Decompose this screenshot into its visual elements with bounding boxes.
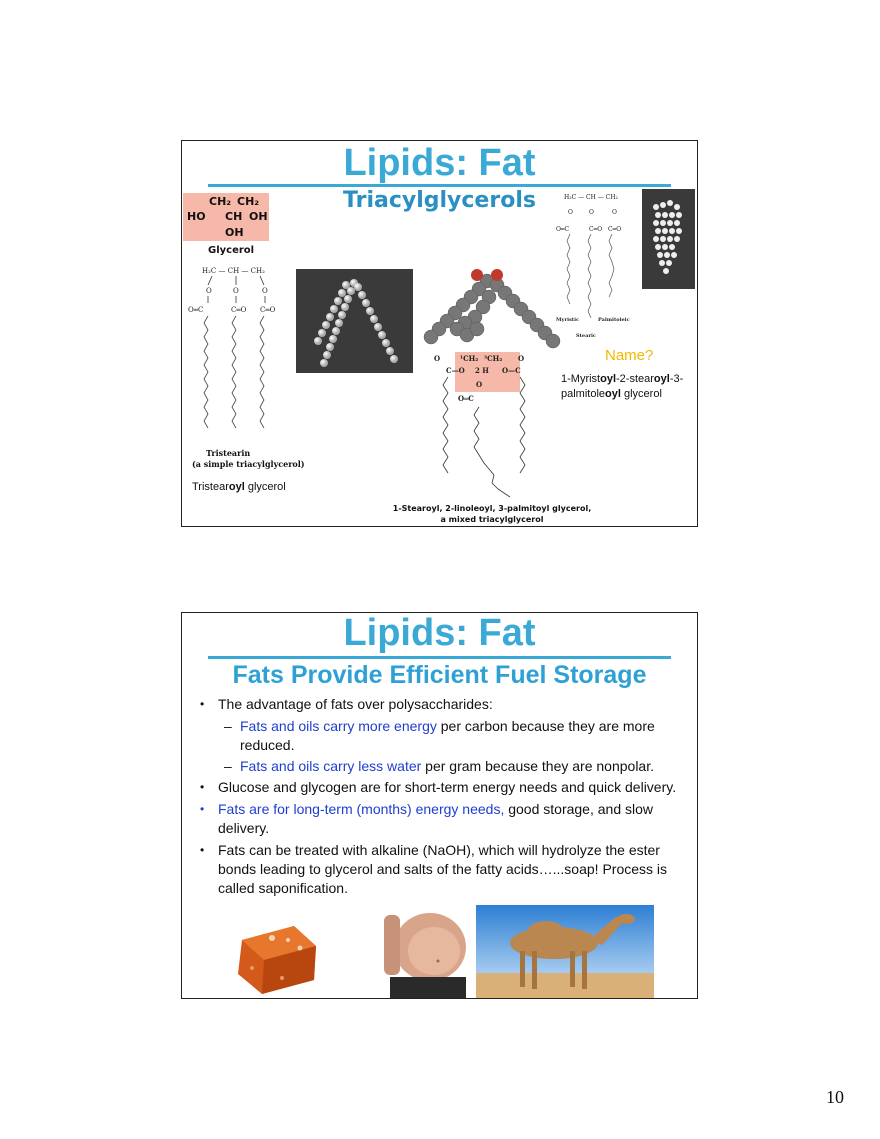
tristearin-label: Tristearin <box>206 448 251 458</box>
title-rule <box>208 656 671 659</box>
sub-bullet-text: per carbon because they are more reduced. <box>240 718 655 753</box>
svg-text:O: O <box>434 354 441 363</box>
svg-text:O: O <box>589 209 594 216</box>
sub-bullet-highlight: Fats and oils carry less water <box>240 758 422 774</box>
bullet-text: Fats can be treated with alkaline (NaOH), which will hydrolyze the ester bonds leading to glycerol and salts of the fatty acids…...soap! Process is called saponification. <box>218 842 668 896</box>
name-part-4: oyl <box>653 373 670 385</box>
tristearin-structure <box>186 261 296 441</box>
glycerol-structure <box>183 193 269 241</box>
glycerol-ch2-left: CH₂ <box>209 195 232 208</box>
svg-text:O═C: O═C <box>458 394 474 403</box>
name-part-3: -2-stear <box>616 373 654 385</box>
mixed-caption <box>392 503 592 525</box>
bullet-list <box>198 695 678 901</box>
soap-bar-image <box>232 918 322 998</box>
sub-bullet-item: – Fats and oils carry more energy per carbon because they are more reduced. <box>224 718 655 753</box>
tristearoyl-bold: oyl <box>228 481 245 493</box>
svg-text:O: O <box>262 287 268 295</box>
tristearin-space-filling-photo <box>296 269 413 373</box>
slide-subtitle: Fats Provide Efficient Fuel Storage <box>232 661 647 689</box>
bullet-text: Glucose and glycogen are for short-term energy needs and quick delivery. <box>218 779 677 795</box>
name-question: Name? <box>605 347 654 364</box>
svg-text:O: O <box>612 209 617 216</box>
page-number: 10 <box>826 1087 844 1107</box>
belly-image <box>380 905 471 998</box>
glycerol-ch2-right: CH₂ <box>237 195 260 208</box>
svg-text:C═O: C═O <box>260 306 276 314</box>
sub-bullet-highlight: Fats and oils carry more energy <box>240 718 437 734</box>
slide-subtitle: Triacylglycerols <box>343 188 536 213</box>
title-rule <box>208 184 671 187</box>
bullet-item: • Glucose and glycogen are for short-term energy needs and quick delivery. <box>200 779 677 795</box>
name-part-1: 1-Myrist <box>561 373 601 385</box>
slide-triacylglycerols <box>181 140 698 527</box>
slide-fuel-storage <box>181 612 698 999</box>
bullet-item: • Fats are for long-term (months) energy needs, good storage, and slow delivery. <box>200 801 653 836</box>
label-stearic: Stearic <box>576 333 596 339</box>
mixed-caption-line2: a mixed triacylglycerol <box>440 515 544 524</box>
name-answer <box>561 372 691 402</box>
label-palmitoleic: Palmitoleic <box>598 317 630 323</box>
name-part-8: glycerol <box>620 388 662 400</box>
slide-title: Lipids: Fat <box>343 142 536 184</box>
tristearin-sublabel: (a simple triacylglycerol) <box>192 459 305 469</box>
glycerol-ho: HO <box>187 210 206 223</box>
svg-text:O: O <box>206 287 212 295</box>
name-part-5: -3- <box>669 373 684 385</box>
svg-text:O: O <box>233 287 239 295</box>
mixed-caption-line1: 1-Stearoyl, 2-linoleoyl, 3-palmitoyl glycerol, <box>392 504 592 513</box>
name-part-7: oyl <box>605 388 621 400</box>
c3-label: ³CH₂ <box>484 354 503 363</box>
svg-text:H₂C — CH — CH₂: H₂C — CH — CH₂ <box>564 194 618 201</box>
svg-text:O: O <box>476 380 483 389</box>
bullet-text: The advantage of fats over polysaccharides: <box>218 696 493 712</box>
mixed-triacylglycerol-structure <box>422 349 552 509</box>
name-part-2: oyl <box>600 373 617 385</box>
mixed-space-filling-photo <box>642 189 695 289</box>
svg-text:O: O <box>568 209 573 216</box>
svg-text:O═C: O═C <box>188 306 204 314</box>
c2-label: 2 H <box>475 366 489 375</box>
svg-text:H₂C — CH — CH₂: H₂C — CH — CH₂ <box>202 267 265 275</box>
glycerol-oh-right: OH <box>249 210 268 223</box>
svg-text:O: O <box>518 354 525 363</box>
svg-text:C═O: C═O <box>589 226 603 233</box>
svg-text:O═C: O═C <box>556 226 570 233</box>
glycerol-label: Glycerol <box>208 245 255 256</box>
name-part-6: palmitole <box>561 388 606 400</box>
sub-bullet-item: – Fats and oils carry less water per gram because they are nonpolar. <box>224 758 654 774</box>
svg-text:C═O: C═O <box>231 306 247 314</box>
bullet-item: • The advantage of fats over polysaccharides: <box>200 696 493 712</box>
myristoyl-stearoyl-palmitoleoyl-structure <box>534 189 646 341</box>
tristearoyl-pre: Tristear <box>192 481 229 493</box>
label-myristic: Myristic <box>556 317 580 323</box>
sub-bullet-text: per gram because they are nonpolar. <box>421 758 654 774</box>
camel-image <box>476 905 654 998</box>
svg-text:C═O: C═O <box>608 226 622 233</box>
bullet-text: good storage, and slow delivery. <box>218 801 653 836</box>
glycerol-ch: CH <box>225 210 243 223</box>
glycerol-oh-bottom: OH <box>225 226 244 239</box>
slide-title: Lipids: Fat <box>343 612 536 654</box>
bullet-highlight: Fats are for long-term (months) energy needs, <box>218 801 505 817</box>
tristearoyl-post: glycerol <box>244 481 286 493</box>
svg-text:O—C: O—C <box>502 366 521 375</box>
tristearoyl-label <box>192 481 286 493</box>
svg-text:C—O: C—O <box>446 366 465 375</box>
c1-label: ¹CH₂ <box>460 354 479 363</box>
bullet-item: • Fats can be treated with alkaline (NaOH), which will hydrolyze the ester bonds leading to glycerol and salts of the fatty acids…...soap! Process is called saponification. <box>200 842 668 896</box>
